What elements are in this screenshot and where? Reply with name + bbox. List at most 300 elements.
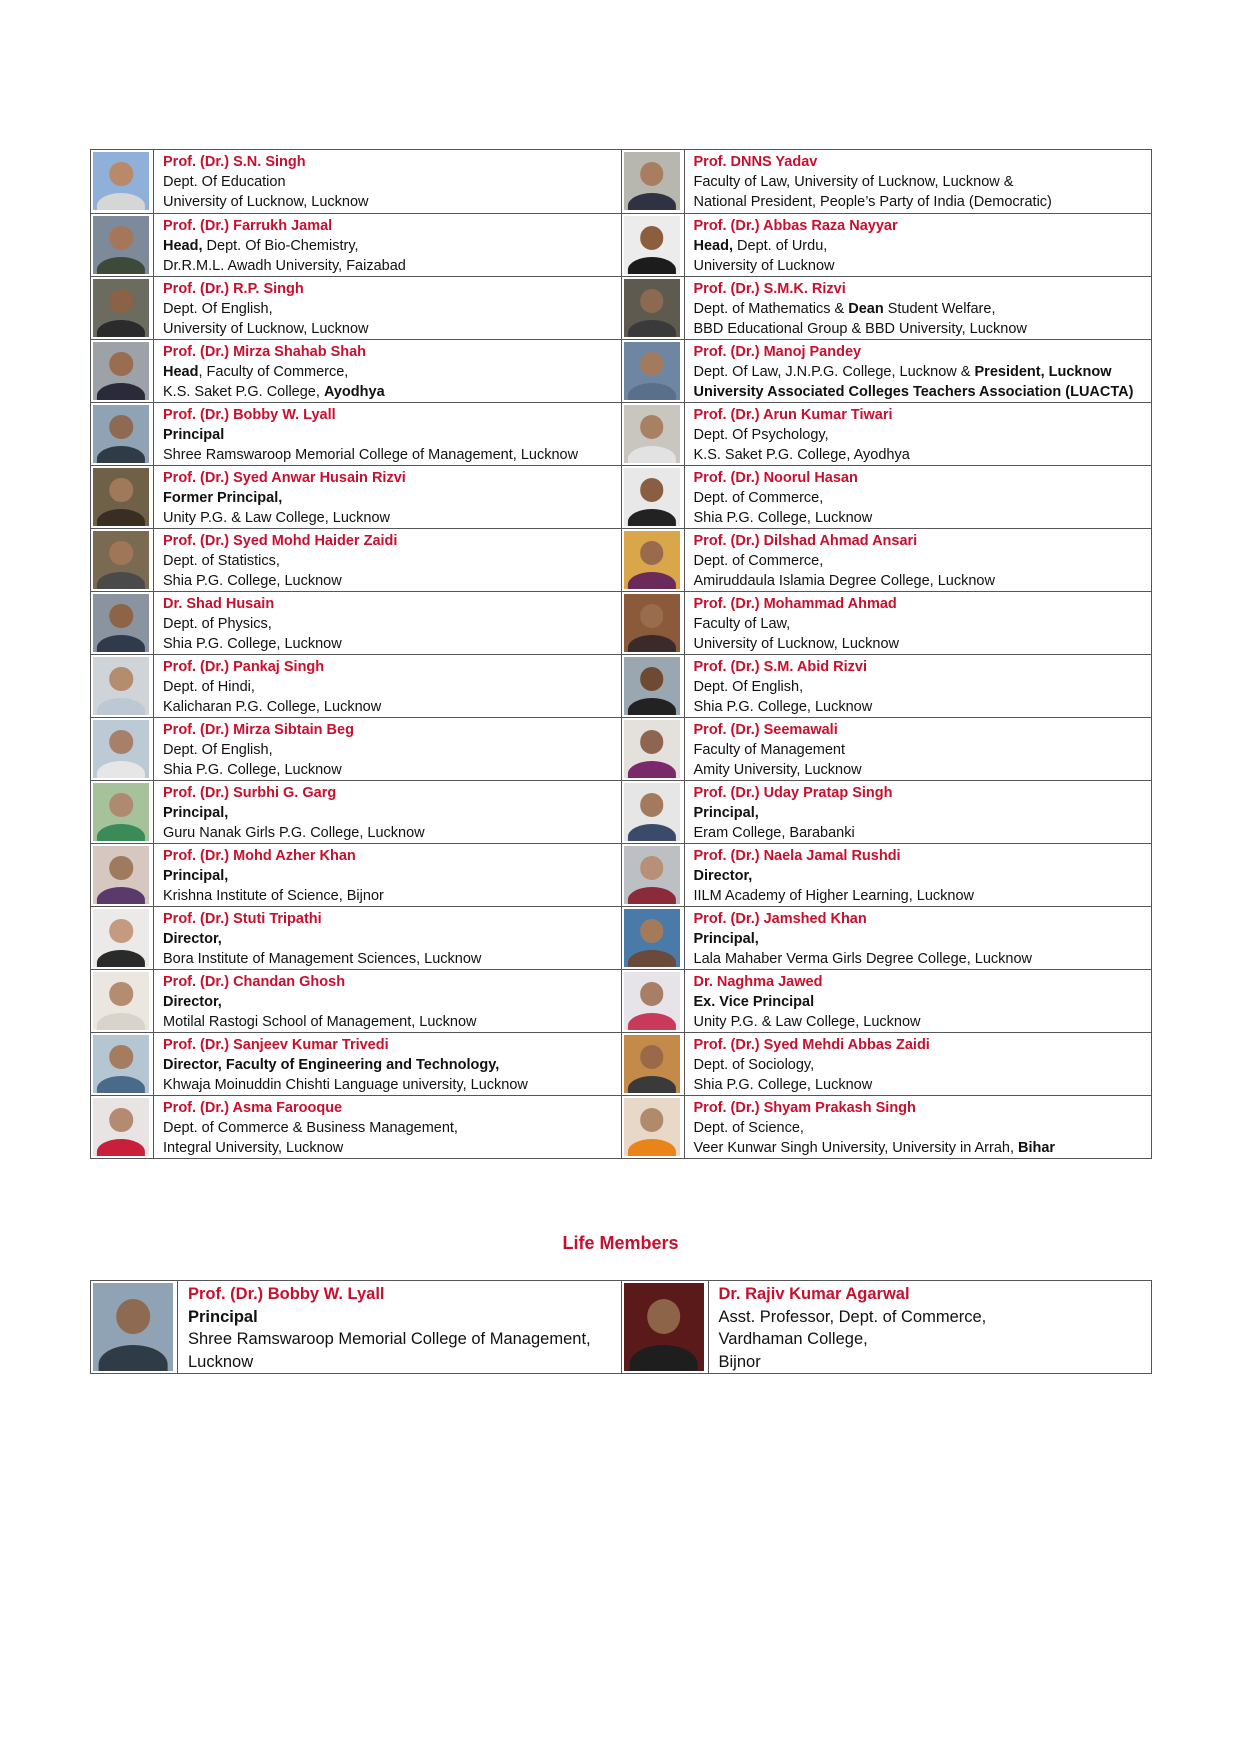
member-info-cell bbox=[684, 844, 1152, 907]
member-info-cell bbox=[684, 529, 1152, 592]
member-detail-line bbox=[694, 697, 1146, 717]
photo-torso bbox=[627, 383, 675, 400]
member-detail-line bbox=[163, 1118, 615, 1138]
member-detail-line bbox=[163, 445, 615, 465]
detail-text: University of Lucknow, Lucknow bbox=[163, 321, 369, 337]
detail-text: Principal, bbox=[163, 868, 229, 884]
photo-cell bbox=[91, 1096, 154, 1159]
member-detail-line bbox=[694, 1012, 1146, 1032]
member-photo bbox=[93, 342, 149, 400]
detail-text: Dept. of Mathematics & bbox=[693, 301, 849, 317]
member-detail-line bbox=[163, 172, 615, 192]
member-row bbox=[91, 340, 1152, 403]
member-photo bbox=[624, 342, 680, 400]
member-detail-line bbox=[694, 929, 1146, 949]
photo-cell bbox=[91, 150, 154, 214]
photo-torso bbox=[627, 257, 675, 274]
detail-text: Dept. Of Psychology, bbox=[693, 427, 829, 443]
detail-text: Dept. of Physics, bbox=[163, 616, 272, 632]
member-name: Dr. Shad Husain bbox=[163, 596, 275, 612]
photo-torso bbox=[627, 446, 675, 463]
member-detail-line bbox=[719, 1351, 1146, 1374]
member-detail-line bbox=[719, 1306, 1146, 1329]
detail-text: Khwaja Moinuddin Chishti Language university, Lucknow bbox=[163, 1077, 528, 1093]
photo-head bbox=[109, 162, 133, 185]
photo-cell bbox=[621, 970, 684, 1033]
photo-head bbox=[640, 541, 664, 564]
member-detail-line bbox=[694, 445, 1146, 465]
members-table bbox=[90, 149, 1152, 1159]
member-photo bbox=[624, 216, 680, 274]
detail-text: Asst. Professor, Dept. of Commerce, bbox=[718, 1307, 987, 1326]
member-info-cell bbox=[154, 844, 622, 907]
detail-text: Integral University, Lucknow bbox=[163, 1140, 344, 1156]
photo-head bbox=[647, 1299, 681, 1334]
detail-text: Principal, bbox=[693, 805, 759, 821]
member-photo bbox=[93, 846, 149, 904]
member-detail-line bbox=[163, 740, 615, 760]
member-row bbox=[91, 781, 1152, 844]
member-info-cell bbox=[154, 1033, 622, 1096]
member-photo bbox=[93, 909, 149, 967]
photo-torso bbox=[97, 1013, 145, 1030]
photo-torso bbox=[97, 383, 145, 400]
member-detail-line bbox=[694, 425, 1146, 445]
photo-head bbox=[109, 478, 133, 501]
photo-torso bbox=[97, 320, 145, 337]
detail-text: Bijnor bbox=[718, 1352, 761, 1371]
member-photo bbox=[624, 972, 680, 1030]
photo-torso bbox=[627, 1139, 675, 1156]
photo-head bbox=[640, 919, 664, 942]
member-info-cell bbox=[684, 1096, 1152, 1159]
detail-text: Dept. of Urdu, bbox=[733, 238, 828, 254]
member-detail-line bbox=[163, 1138, 615, 1158]
member-detail-line bbox=[694, 949, 1146, 969]
member-detail-line bbox=[163, 1075, 615, 1095]
member-photo bbox=[93, 1098, 149, 1156]
member-name: Prof. (Dr.) Arun Kumar Tiwari bbox=[693, 407, 893, 423]
member-name: Prof. (Dr.) Uday Pratap Singh bbox=[693, 785, 893, 801]
detail-text: Motilal Rastogi School of Management, Lucknow bbox=[163, 1014, 477, 1030]
member-name: Prof. (Dr.) R.P. Singh bbox=[163, 281, 304, 297]
detail-text: Shia P.G. College, Lucknow bbox=[693, 510, 873, 526]
member-detail-line bbox=[163, 508, 615, 528]
detail-text: University of Lucknow bbox=[693, 258, 835, 274]
photo-cell bbox=[621, 907, 684, 970]
photo-head bbox=[640, 478, 664, 501]
detail-text: Dept. Of Bio-Chemistry, bbox=[202, 238, 359, 254]
member-name: Prof. (Dr.) Farrukh Jamal bbox=[163, 218, 333, 234]
member-detail-line bbox=[694, 803, 1146, 823]
photo-cell bbox=[621, 1033, 684, 1096]
member-detail-line bbox=[694, 382, 1146, 402]
member-detail-line bbox=[163, 571, 615, 591]
photo-torso bbox=[627, 698, 675, 715]
member-name: Prof. (Dr.) Mirza Sibtain Beg bbox=[163, 722, 354, 738]
member-detail-line bbox=[694, 992, 1146, 1012]
member-photo bbox=[93, 468, 149, 526]
member-detail-line bbox=[694, 1138, 1146, 1158]
photo-head bbox=[640, 1045, 664, 1068]
member-info-cell bbox=[154, 150, 622, 214]
photo-head bbox=[109, 1108, 133, 1131]
photo-torso bbox=[97, 257, 145, 274]
detail-text: Ayodhya bbox=[323, 384, 385, 400]
detail-text: K.S. Saket P.G. College, bbox=[163, 384, 324, 400]
photo-cell bbox=[91, 277, 154, 340]
member-detail-line bbox=[694, 823, 1146, 843]
photo-head bbox=[640, 415, 664, 438]
member-row bbox=[91, 592, 1152, 655]
detail-text: Unity P.G. & Law College, Lucknow bbox=[693, 1014, 921, 1030]
member-name: Prof. (Dr.) Jamshed Khan bbox=[693, 911, 867, 927]
member-info-cell bbox=[154, 907, 622, 970]
member-detail-line bbox=[694, 172, 1146, 192]
member-detail-line bbox=[163, 760, 615, 780]
photo-head bbox=[640, 162, 664, 185]
photo-torso bbox=[627, 950, 675, 967]
detail-text: Dr.R.M.L. Awadh University, Faizabad bbox=[163, 258, 406, 274]
member-detail-line bbox=[694, 677, 1146, 697]
detail-text: Dept. Of Law, J.N.P.G. College, Lucknow & bbox=[693, 364, 975, 380]
detail-text: Kalicharan P.G. College, Lucknow bbox=[163, 699, 382, 715]
detail-text: Dept. Of English, bbox=[163, 742, 273, 758]
member-detail-line bbox=[694, 508, 1146, 528]
detail-text: Dept. of Science, bbox=[693, 1120, 804, 1136]
member-photo bbox=[624, 279, 680, 337]
detail-text: Dept. Of Education bbox=[163, 174, 286, 190]
photo-cell bbox=[91, 655, 154, 718]
member-name: Prof. (Dr.) Mirza Shahab Shah bbox=[163, 344, 367, 360]
photo-cell bbox=[91, 403, 154, 466]
photo-head bbox=[640, 289, 664, 312]
member-detail-line bbox=[694, 362, 1146, 382]
member-row bbox=[91, 466, 1152, 529]
photo-head bbox=[109, 793, 133, 816]
member-row bbox=[91, 970, 1152, 1033]
detail-text: Director, bbox=[693, 868, 753, 884]
member-name: Prof. (Dr.) Chandan Ghosh bbox=[163, 974, 346, 990]
member-info-cell bbox=[684, 781, 1152, 844]
detail-text: Guru Nanak Girls P.G. College, Lucknow bbox=[163, 825, 425, 841]
photo-head bbox=[109, 541, 133, 564]
detail-text: Dept. of Commerce, bbox=[693, 553, 824, 569]
photo-cell bbox=[91, 718, 154, 781]
detail-text: Principal bbox=[188, 1307, 258, 1326]
photo-cell bbox=[621, 403, 684, 466]
member-name: Prof. (Dr.) Mohd Azher Khan bbox=[163, 848, 356, 864]
photo-cell bbox=[621, 592, 684, 655]
detail-text: Principal, bbox=[693, 931, 759, 947]
member-photo bbox=[93, 783, 149, 841]
photo-head bbox=[109, 352, 133, 375]
detail-text: Bihar bbox=[1018, 1140, 1056, 1156]
member-name: Prof. (Dr.) Syed Anwar Husain Rizvi bbox=[163, 470, 406, 486]
photo-cell bbox=[621, 214, 684, 277]
detail-text: Dept. of Hindi, bbox=[163, 679, 255, 695]
member-row bbox=[91, 1033, 1152, 1096]
member-photo bbox=[624, 657, 680, 715]
photo-torso bbox=[627, 824, 675, 841]
members-table-body bbox=[91, 150, 1152, 1159]
member-row bbox=[91, 655, 1152, 718]
member-photo bbox=[93, 405, 149, 463]
photo-head bbox=[640, 352, 664, 375]
photo-cell bbox=[91, 592, 154, 655]
photo-head bbox=[109, 289, 133, 312]
detail-text: Shia P.G. College, Lucknow bbox=[693, 1077, 873, 1093]
photo-torso bbox=[629, 1345, 698, 1371]
photo-head bbox=[109, 604, 133, 627]
member-detail-line bbox=[163, 677, 615, 697]
photo-cell bbox=[91, 529, 154, 592]
member-photo bbox=[624, 1283, 704, 1371]
photo-torso bbox=[97, 635, 145, 652]
member-photo bbox=[624, 152, 680, 210]
member-info-cell bbox=[684, 466, 1152, 529]
member-info-cell bbox=[684, 340, 1152, 403]
photo-head bbox=[109, 1045, 133, 1068]
photo-head bbox=[640, 226, 664, 249]
member-detail-line bbox=[694, 256, 1146, 276]
member-info-cell bbox=[154, 781, 622, 844]
detail-text: Dept. of Sociology, bbox=[693, 1057, 815, 1073]
member-photo bbox=[93, 279, 149, 337]
member-info-cell bbox=[684, 277, 1152, 340]
photo-torso bbox=[627, 1013, 675, 1030]
detail-text: Shia P.G. College, Lucknow bbox=[163, 573, 342, 589]
photo-torso bbox=[97, 698, 145, 715]
member-name: Prof. (Dr.) Noorul Hasan bbox=[693, 470, 858, 486]
member-detail-line bbox=[163, 488, 615, 508]
member-detail-line bbox=[694, 614, 1146, 634]
photo-cell bbox=[621, 340, 684, 403]
member-detail-line bbox=[163, 866, 615, 886]
member-detail-line bbox=[163, 992, 615, 1012]
member-name: Prof. (Dr.) Syed Mehdi Abbas Zaidi bbox=[693, 1037, 930, 1053]
detail-text: Director, bbox=[163, 994, 222, 1010]
photo-head bbox=[640, 667, 664, 690]
photo-head bbox=[109, 856, 133, 879]
photo-head bbox=[640, 1108, 664, 1131]
photo-torso bbox=[97, 1076, 145, 1093]
member-photo bbox=[624, 720, 680, 778]
member-detail-line bbox=[694, 634, 1146, 654]
photo-cell bbox=[621, 781, 684, 844]
photo-cell bbox=[621, 718, 684, 781]
member-photo bbox=[624, 846, 680, 904]
photo-cell bbox=[91, 1033, 154, 1096]
member-photo bbox=[93, 152, 149, 210]
member-detail-line bbox=[719, 1328, 1146, 1351]
member-photo bbox=[93, 1283, 173, 1371]
member-detail-line bbox=[163, 299, 615, 319]
detail-text: Shia P.G. College, Lucknow bbox=[693, 699, 873, 715]
member-photo bbox=[93, 216, 149, 274]
photo-head bbox=[640, 730, 664, 753]
member-row bbox=[91, 907, 1152, 970]
detail-text: Veer Kunwar Singh University, University in Arrah, bbox=[693, 1140, 1019, 1156]
member-detail-line bbox=[163, 634, 615, 654]
member-info-cell bbox=[154, 655, 622, 718]
member-photo bbox=[624, 594, 680, 652]
member-detail-line bbox=[163, 803, 615, 823]
member-detail-line bbox=[163, 929, 615, 949]
photo-torso bbox=[97, 446, 145, 463]
photo-head bbox=[116, 1299, 150, 1334]
detail-text: Shia P.G. College, Lucknow bbox=[163, 762, 342, 778]
photo-cell bbox=[91, 781, 154, 844]
photo-cell bbox=[621, 529, 684, 592]
photo-head bbox=[640, 793, 664, 816]
detail-text: Former Principal, bbox=[163, 490, 283, 506]
photo-torso bbox=[627, 887, 675, 904]
detail-text: Bora Institute of Management Sciences, Lucknow bbox=[163, 951, 482, 967]
member-name: Prof. (Dr.) Abbas Raza Nayyar bbox=[693, 218, 898, 234]
detail-text: Dept. of Statistics, bbox=[163, 553, 280, 569]
detail-text: Principal, bbox=[163, 805, 229, 821]
member-photo bbox=[93, 972, 149, 1030]
member-name: Prof. (Dr.) Shyam Prakash Singh bbox=[693, 1100, 916, 1116]
member-info-cell bbox=[154, 214, 622, 277]
member-detail-line bbox=[163, 319, 615, 339]
life-members-table bbox=[90, 1280, 1152, 1374]
detail-text: Director, bbox=[163, 931, 222, 947]
member-info-cell bbox=[154, 1096, 622, 1159]
photo-torso bbox=[99, 1345, 168, 1371]
member-photo bbox=[93, 720, 149, 778]
photo-torso bbox=[627, 1076, 675, 1093]
member-name: Prof. (Dr.) Mohammad Ahmad bbox=[693, 596, 897, 612]
detail-text: Head, bbox=[163, 238, 203, 254]
member-name: Dr. Rajiv Kumar Agarwal bbox=[718, 1285, 910, 1303]
member-detail-line bbox=[694, 1075, 1146, 1095]
member-photo bbox=[93, 594, 149, 652]
photo-cell bbox=[91, 970, 154, 1033]
member-name: Prof. (Dr.) Asma Farooque bbox=[163, 1100, 343, 1116]
member-detail-line bbox=[163, 949, 615, 969]
member-detail-line bbox=[694, 886, 1146, 906]
photo-torso bbox=[97, 887, 145, 904]
member-detail-line bbox=[163, 1055, 615, 1075]
photo-torso bbox=[627, 635, 675, 652]
detail-text: University Associated Colleges Teachers Association (LUACTA) bbox=[693, 384, 1134, 400]
detail-text: Ex. Vice Principal bbox=[693, 994, 815, 1010]
detail-text: Krishna Institute of Science, Bijnor bbox=[163, 888, 384, 904]
detail-text: Shree Ramswaroop Memorial College of Management, Lucknow bbox=[163, 447, 579, 463]
photo-cell bbox=[91, 340, 154, 403]
detail-text: Faculty of Law, University of Lucknow, Lucknow & bbox=[693, 174, 1014, 190]
photo-cell bbox=[91, 844, 154, 907]
detail-text: Faculty of Law, bbox=[693, 616, 791, 632]
member-detail-line bbox=[163, 823, 615, 843]
member-name: Prof. (Dr.) Bobby W. Lyall bbox=[163, 407, 336, 423]
member-name: Prof. (Dr.) Stuti Tripathi bbox=[163, 911, 322, 927]
photo-head bbox=[109, 667, 133, 690]
member-name: Prof. (Dr.) Pankaj Singh bbox=[163, 659, 325, 675]
member-photo bbox=[624, 1035, 680, 1093]
member-detail-line bbox=[694, 551, 1146, 571]
detail-text: Principal bbox=[163, 427, 225, 443]
detail-text: Dept. of Commerce, bbox=[693, 490, 824, 506]
photo-torso bbox=[627, 761, 675, 778]
member-name: Prof. (Dr.) Naela Jamal Rushdi bbox=[693, 848, 901, 864]
member-name: Prof. (Dr.) S.N. Singh bbox=[163, 154, 306, 170]
member-row bbox=[91, 529, 1152, 592]
photo-cell bbox=[621, 655, 684, 718]
life-members-table-body bbox=[91, 1281, 1152, 1374]
life-member-row bbox=[91, 1281, 1152, 1374]
photo-cell bbox=[621, 277, 684, 340]
member-row bbox=[91, 403, 1152, 466]
detail-text: Dept. of Commerce & Business Management, bbox=[163, 1120, 458, 1136]
photo-torso bbox=[97, 950, 145, 967]
photo-cell bbox=[91, 214, 154, 277]
detail-text: Dean bbox=[848, 301, 884, 317]
detail-text: Amiruddaula Islamia Degree College, Lucknow bbox=[693, 573, 995, 589]
detail-text: Dept. Of English, bbox=[163, 301, 273, 317]
photo-cell bbox=[91, 466, 154, 529]
photo-torso bbox=[97, 193, 145, 210]
member-photo bbox=[624, 405, 680, 463]
member-name: Prof. (Dr.) S.M.K. Rizvi bbox=[693, 281, 846, 297]
member-name: Dr. Naghma Jawed bbox=[693, 974, 823, 990]
member-photo bbox=[624, 531, 680, 589]
member-detail-line bbox=[163, 1012, 615, 1032]
photo-cell bbox=[621, 1281, 708, 1374]
detail-text: K.S. Saket P.G. College, Ayodhya bbox=[693, 447, 910, 463]
member-detail-line bbox=[188, 1351, 615, 1374]
detail-text: National President, People’s Party of India (Democratic) bbox=[693, 194, 1052, 210]
member-detail-line bbox=[163, 697, 615, 717]
member-detail-line bbox=[163, 425, 615, 445]
photo-cell bbox=[621, 844, 684, 907]
member-detail-line bbox=[163, 886, 615, 906]
photo-head bbox=[109, 730, 133, 753]
member-detail-line bbox=[694, 760, 1146, 780]
detail-text: , Faculty of Commerce, bbox=[198, 364, 349, 380]
member-detail-line bbox=[188, 1306, 615, 1329]
member-row bbox=[91, 718, 1152, 781]
photo-torso bbox=[627, 509, 675, 526]
member-detail-line bbox=[163, 614, 615, 634]
detail-text: BBD Educational Group & BBD University, Lucknow bbox=[693, 321, 1027, 337]
member-name: Prof. (Dr.) Syed Mohd Haider Zaidi bbox=[163, 533, 398, 549]
member-photo bbox=[624, 468, 680, 526]
member-photo bbox=[624, 1098, 680, 1156]
member-detail-line bbox=[694, 319, 1146, 339]
member-detail-line bbox=[163, 362, 615, 382]
member-name: Prof. (Dr.) Seemawali bbox=[693, 722, 838, 738]
member-photo bbox=[93, 657, 149, 715]
detail-text: Shree Ramswaroop Memorial College of Management, bbox=[188, 1330, 591, 1348]
detail-text: Vardhaman College, bbox=[718, 1330, 868, 1348]
photo-head bbox=[109, 919, 133, 942]
detail-text: IILM Academy of Higher Learning, Lucknow bbox=[693, 888, 974, 904]
member-photo bbox=[624, 783, 680, 841]
detail-text: Student Welfare, bbox=[883, 301, 996, 317]
detail-text: Head bbox=[163, 364, 199, 380]
member-info-cell bbox=[154, 718, 622, 781]
detail-text: University of Lucknow, Lucknow bbox=[693, 636, 900, 652]
member-info-cell bbox=[154, 970, 622, 1033]
photo-torso bbox=[97, 509, 145, 526]
photo-head bbox=[109, 415, 133, 438]
member-info-cell bbox=[684, 150, 1152, 214]
member-photo bbox=[624, 909, 680, 967]
detail-text: University of Lucknow, Lucknow bbox=[163, 194, 369, 210]
